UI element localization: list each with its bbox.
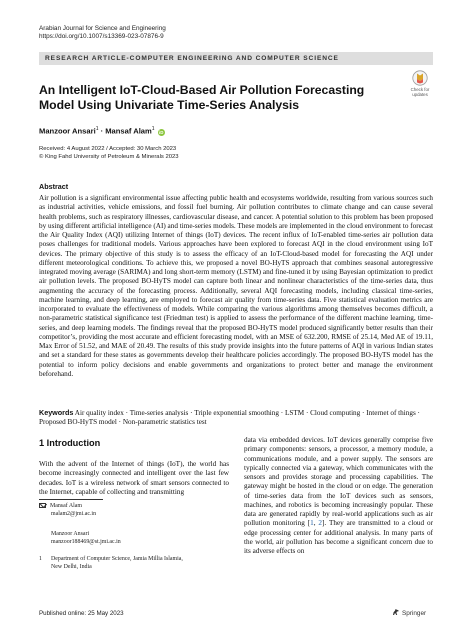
journal-info <box>39 25 166 41</box>
co-author-email[interactable]: manzoor188469@st.jmi.ac.in <box>51 538 121 545</box>
author-separator: · <box>98 126 106 136</box>
article-title: An Intelligent IoT-Cloud-Based Air Pollution Forecasting Model Using Univariate Time-Series Analysis <box>39 83 365 112</box>
section-heading-introduction: 1 Introduction <box>39 438 101 448</box>
introduction-text: data via embedded devices. IoT devices generally comprise five primary components: sensors, a processor, a memory module, a communications module, and a power supply. The sensors are typically connected via a gateway, which communicates with the sensors and provides storage and processing capabilities. The gateway might be hosted in the cloud or on edge. The generation of time-series data from the IoT devices such as sensors, machines, and robotics is becoming increasingly popular. These data are generated rapidly by real-world applications such as air pollution monitoring [ <box>244 436 433 528</box>
keywords-label: Keywords <box>39 408 74 417</box>
abstract-heading: Abstract <box>39 182 69 191</box>
footnote-divider <box>39 499 103 500</box>
abstract-text: Air pollution is a significant environmental issue affecting public health and ecosystems worldwide, resulting from various sources such as industrial activities, vehicle emissions, and fossil fuel burning. Air pollution contributes to climate change and can cause several health problems, such as respiratory illnesses, cardiovascular disease, and cancer. A potential solution to this problem has been proposed by using different artificial intelligence (AI) and time-series models. These models are implemented in the cloud environment to forecast the Air Quality Index (AQI) utilizing Internet of things (IoT) devices. The recent influx of IoT-enabled time-series air pollution data poses challenges for traditional models. Various approaches have been explored to forecast AQI in the cloud environment using IoT devices. The primary objective of this study is to assess the efficacy of an IoT-Cloud-based model for forecasting the AQI under different meteorological conditions. To achieve this, we proposed a novel BO-HyTS approach that combines seasonal autoregressive integrated moving average (SARIMA) and long short-term memory (LSTM) and fine-tuned it by using Bayesian optimization to predict air pollution levels. The proposed BO-HyTS model can capture both linear and nonlinear characteristics of the time-series data, thus augmenting the accuracy of the forecasting process. Additionally, several AQI forecasting models, including classical time-series, machine learning, and deep learning, are employed to forecast air quality from time-series data. Five statistical evaluation metrics are incorporated to evaluate the effectiveness of models. While comparing the various algorithms among themselves becomes difficult, a non-parametric statistical significance test (Friedman test) is applied to assess the performance of the different machine learning, time-series, and deep learning models. The findings reveal that the proposed BO-HyTS model produced significantly better results than their competitor’s, providing the most accurate and efficient forecasting model, with an MSE of 632.200, RMSE of 25.14, Med AE of 19.11, Max Error of 51.52, and MAE of 20.49. The results of this study provide insights into the future patterns of AQI in various Indian states and set a standard for these states as governments develop their healthcare policies accordingly. The proposed BO-HyTS model has the potential to inform policy decisions and enable governments and organizations to protect better and manage the environment beforehand. <box>39 194 433 378</box>
doi-link[interactable]: https://doi.org/10.1007/s13369-023-07876-9 <box>39 33 164 40</box>
author-affiliation-mark: 1 <box>151 126 155 132</box>
citation-link[interactable]: 1 <box>310 519 314 528</box>
author-name[interactable]: Mansaf Alam <box>105 126 152 136</box>
introduction-right-column <box>244 436 433 556</box>
corresponding-email[interactable]: malam2@jmi.ac.in <box>51 510 97 517</box>
author-name[interactable]: Manzoor Ansari <box>39 126 96 136</box>
co-author-name: Manzoor Ansari <box>51 531 90 537</box>
introduction-text: ]. They are transmitted to a cloud or edge processing center for additional analysis. In many parts of the world, air pollution has become a significant concern due to its adverse effects on <box>244 519 433 555</box>
author-affiliation-mark: 1 <box>95 126 99 132</box>
keywords <box>39 408 433 427</box>
affiliation-text: Department of Computer Science, Jamia Millia Islamia, New Delhi, India <box>51 556 183 570</box>
crossmark-icon <box>412 70 428 86</box>
co-author-contact <box>51 531 121 546</box>
journal-name: Arabian Journal for Science and Engineering <box>39 25 166 32</box>
badge-line-2: updates <box>412 92 428 97</box>
springer-horse-icon <box>392 608 400 616</box>
affiliation-number: 1 <box>39 556 42 562</box>
badge-line-1: Check for <box>410 87 430 92</box>
citation-link[interactable]: 2 <box>318 519 322 528</box>
keywords-list: Air quality index · Time-series analysis · Triple exponential smoothing · LSTM · Cloud computing · Internet of things · Proposed BO-HyTS model · Non-parametric statistics test <box>39 409 420 427</box>
author-list <box>39 124 165 137</box>
copyright: © King Fahd University of Petroleum & Minerals 2023 <box>39 154 179 160</box>
citation-separator: , <box>313 519 319 528</box>
publisher-logo <box>392 608 426 617</box>
corresponding-name: Mansaf Alam <box>50 503 82 509</box>
introduction-left-column: With the advent of the Internet of things (IoT), the world has become increasingly connected and intelligent over the last few decades. IoT is a wireless network of smart sensors connected to the Internet, capable of collecting and transmitting <box>39 460 229 496</box>
article-type-banner: RESEARCH ARTICLE-COMPUTER ENGINEERING AND COMPUTER SCIENCE <box>39 52 433 65</box>
orcid-icon[interactable]: iD <box>158 129 164 135</box>
corresponding-author <box>39 503 96 518</box>
publisher-name: Springer <box>402 610 427 617</box>
article-dates <box>39 145 179 161</box>
published-online: Published online: 25 May 2023 <box>39 610 124 617</box>
received-accepted: Received: 4 August 2022 / Accepted: 30 March 2023 <box>39 146 177 152</box>
envelope-icon <box>39 503 46 508</box>
check-for-updates-badge[interactable] <box>405 70 435 97</box>
